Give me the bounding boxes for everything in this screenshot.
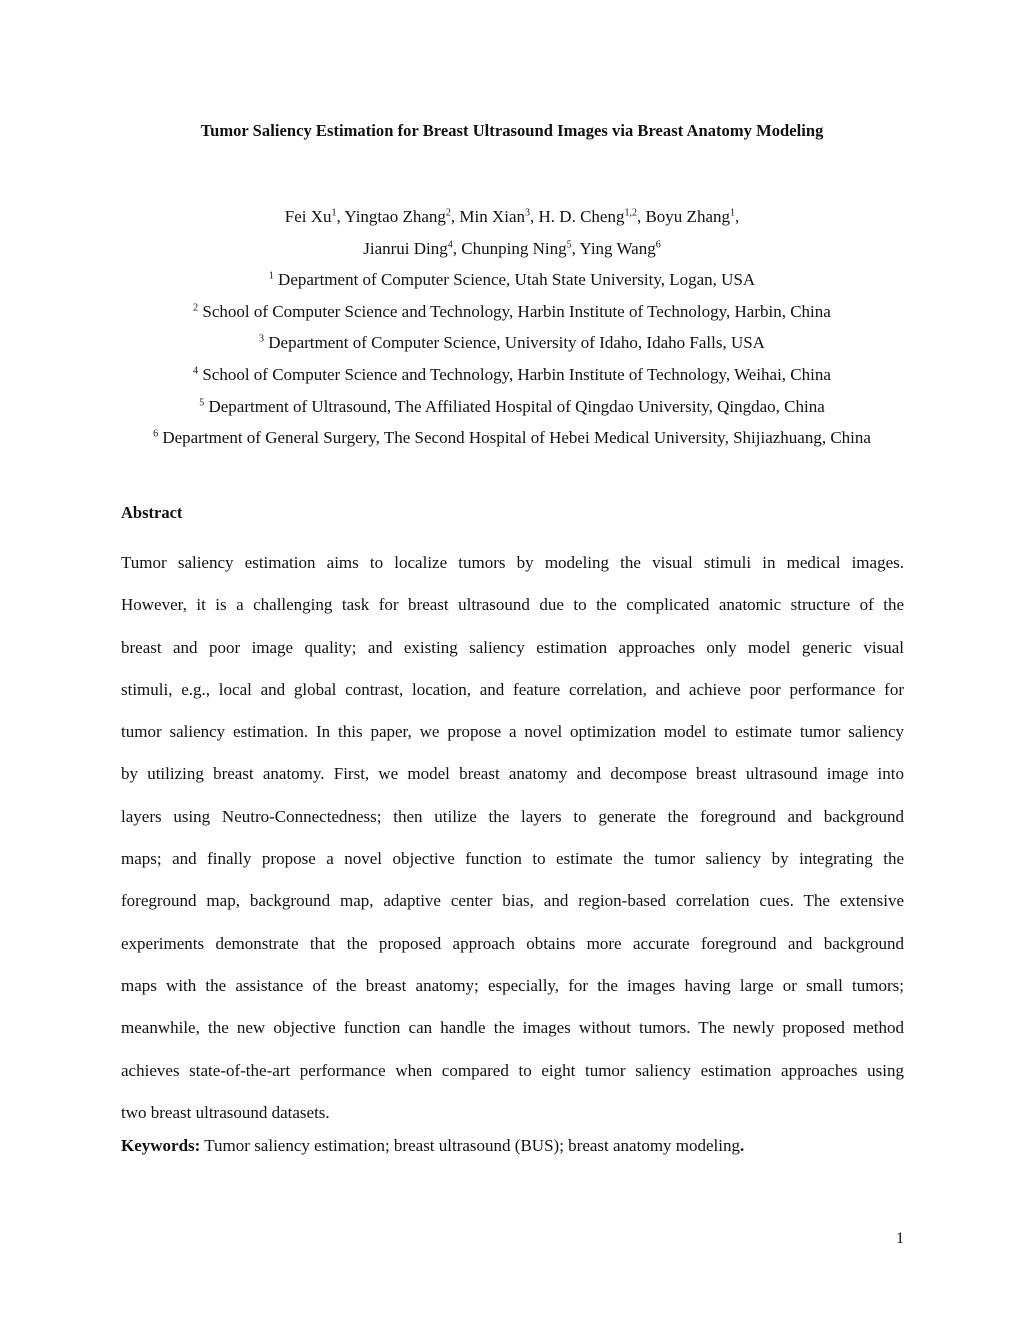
affiliation-mark: 5 [199,397,205,409]
abstract-line: experiments demonstrate that the proposed approach obtains more accurate foreground and background [121,933,904,953]
paper-title: Tumor Saliency Estimation for Breast Ultrasound Images via Breast Anatomy Modeling [200,121,824,140]
affiliation-mark: 1 [268,270,274,282]
affiliation [0,426,1024,458]
affiliation-mark: 6 [153,428,159,440]
abstract-line: meanwhile, the new objective function can handle the images without tumors. The newly proposed method [121,1018,904,1038]
author-separator: , [571,239,580,258]
abstract-line: maps with the assistance of the breast anatomy; especially, for the images having large or small tumors; [121,975,904,995]
author-separator: , [450,207,460,226]
abstract-line: achieves state-of-the-art performance when compared to eight tumor saliency estimation approaches using [121,1060,904,1080]
author-name: Ying Wang [579,239,656,258]
affiliation [0,300,1024,332]
author-affil-mark: 3 [525,207,531,219]
affiliation-mark: 2 [193,302,199,314]
author-list [0,205,1024,269]
affiliation-list [0,268,1024,458]
affiliation-text: Department of General Surgery, The Second Hospital of Hebei Medical University, Shijiazhuang, China [162,428,871,448]
abstract-line: by utilizing breast anatomy. First, we model breast anatomy and decompose breast ultrasound image into [121,764,904,784]
keywords-label: Keywords: [121,1136,201,1155]
abstract-line: tumor saliency estimation. In this paper, we propose a novel optimization model to estimate tumor saliency [121,722,904,742]
affiliation-text: School of Computer Science and Technology, Harbin Institute of Technology, Weihai, China [202,365,831,385]
affiliation [0,395,1024,427]
keywords [121,1136,904,1156]
abstract-line: layers using Neutro-Connectedness; then utilize the layers to generate the foreground and background [121,806,904,826]
affiliation-text: Department of Computer Science, Utah State University, Logan, USA [278,270,756,289]
author-separator: , [735,207,740,226]
author-separator: , [336,207,345,226]
abstract-line: stimuli, e.g., local and global contrast, location, and feature correlation, and achieve poor performance for [121,679,904,699]
affiliation [0,268,1024,300]
author-name: Boyu Zhang [645,207,730,226]
abstract-line: Tumor saliency estimation aims to localize tumors by modeling the visual stimuli in medical images. [121,553,904,572]
affiliation-text: School of Computer Science and Technology, Harbin Institute of Technology, Harbin, China [202,301,831,321]
abstract-line: maps; and finally propose a novel objective function to estimate the tumor saliency by integrating the [121,849,904,869]
author-affil-mark: 1,2 [624,207,637,219]
author-name: Fei Xu [284,207,332,226]
author-affil-mark: 2 [445,207,451,219]
abstract-body [121,542,904,1134]
affiliation [0,331,1024,363]
abstract-line: foreground map, background map, adaptive center bias, and region-based correlation cues. The extensive [121,891,904,911]
abstract-line: two breast ultrasound datasets. [121,1102,330,1122]
author-affil-mark: 4 [447,239,453,251]
author-line-2 [0,237,1024,269]
affiliation-mark: 3 [259,333,265,345]
page-number: 1 [896,1230,904,1247]
author-name: Chunping Ning [461,239,567,258]
affiliation-text: Department of Ultrasound, The Affiliated Hospital of Qingdao University, Qingdao, China [208,396,825,416]
abstract-line: However, it is a challenging task for breast ultrasound due to the complicated anatomic structure of the [121,595,904,615]
author-name: Yingtao Zhang [344,207,446,226]
keywords-text: Tumor saliency estimation; breast ultrasound (BUS); breast anatomy modeling [200,1136,741,1155]
affiliation [0,363,1024,395]
abstract-heading: Abstract [121,503,183,522]
keywords-period: . [740,1136,745,1155]
affiliation-mark: 4 [193,365,199,377]
author-separator: , [530,207,539,226]
author-separator: , [452,239,462,258]
author-name: Min Xian [459,207,526,226]
author-separator: , [636,207,646,226]
author-name: H. D. Cheng [538,207,625,226]
author-affil-mark: 1 [730,207,735,219]
author-affil-mark: 1 [331,207,337,219]
author-name: Jianrui Ding [363,239,448,258]
affiliation-text: Department of Computer Science, University of Idaho, Idaho Falls, USA [268,333,765,353]
author-affil-mark: 6 [655,239,661,251]
author-affil-mark: 5 [566,239,572,251]
author-line-1 [0,205,1024,237]
abstract-line: breast and poor image quality; and existing saliency estimation approaches only model generic visual [121,637,904,657]
